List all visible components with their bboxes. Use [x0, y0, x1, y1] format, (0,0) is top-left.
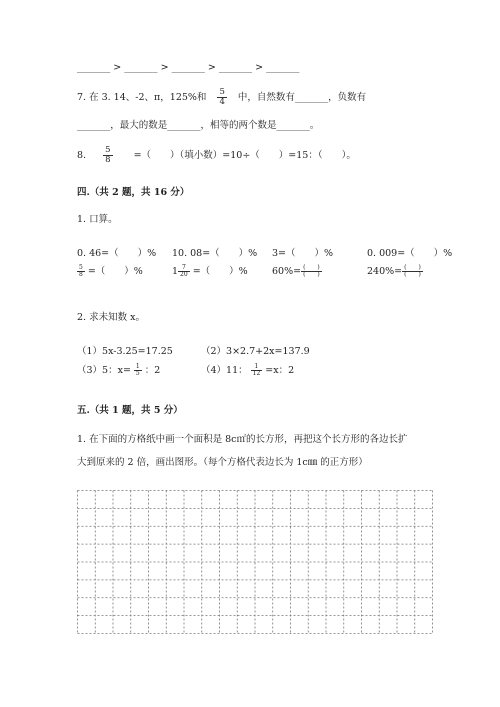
ordering-chain	[77, 62, 299, 74]
equation-2: （2）3×2.7+2x=137.9	[201, 346, 310, 357]
gt-sign: >	[113, 62, 122, 73]
fraction-denominator: 12	[252, 370, 261, 377]
fraction-denominator: ( )	[303, 271, 320, 278]
blank: _______	[218, 62, 253, 73]
equation-suffix: =x：2	[265, 365, 295, 376]
blank: _______	[77, 62, 111, 73]
equation-4	[201, 364, 294, 377]
equation-rest: =（ ）%	[189, 266, 248, 277]
fraction-five-eighths	[103, 146, 112, 165]
fraction-denominator: 4	[219, 97, 225, 107]
fraction-numerator: ( )	[303, 264, 320, 271]
fraction-numerator: 1	[135, 363, 140, 370]
blank: _______	[124, 62, 158, 73]
equation-suffix: ：2	[144, 365, 161, 376]
fraction-five-fourths	[217, 88, 226, 107]
fraction-one-twelfth	[251, 364, 263, 377]
mental-calc-row-1-col-2: 10. 08=（ ）%	[172, 248, 258, 259]
fraction-denominator: 5	[135, 370, 140, 377]
fraction-denominator: ( )	[404, 271, 421, 278]
mental-calc-row-1-col-1: 0. 46=（ ）%	[77, 248, 157, 259]
section-4-title: 四.（共 2 题，共 16 分）	[77, 187, 190, 198]
equation-prefix: 240%=	[367, 266, 403, 277]
fraction-numerator: 5	[79, 264, 83, 271]
mental-calc-row-2-col-1	[77, 265, 143, 278]
gt-sign: >	[160, 62, 169, 73]
fraction-five-eighths	[77, 265, 85, 278]
fraction-one-fifth	[134, 364, 142, 377]
fraction-denominator: 8	[105, 155, 111, 165]
fraction-numerator: 5	[105, 145, 111, 155]
blank: _______	[171, 62, 205, 73]
mental-calc-row-2-col-3	[272, 265, 322, 278]
section-4-sub-2: 2. 求未知数 x。	[77, 312, 145, 323]
equation-3	[77, 364, 160, 377]
question-8-rest: =（ ）（填小数）=10÷（ ）=15：（ ）。	[133, 150, 356, 161]
fraction-blank	[402, 265, 423, 278]
fraction-numerator: 7	[181, 264, 186, 271]
fraction-blank	[301, 265, 322, 278]
question-7-line-1	[77, 88, 366, 107]
equation-prefix: 60%=	[272, 266, 302, 277]
equation-prefix: （4）11：	[201, 365, 248, 376]
section-5-question-line-1: 1. 在下面的方格纸中画一个面积是 8c㎡的长方形，再把这个长方形的各边长扩	[77, 434, 408, 445]
section-4-sub-1: 1. 口算。	[77, 214, 118, 225]
equation-prefix: （3）5：x=	[77, 365, 131, 376]
grid-paper[interactable]	[77, 490, 433, 634]
fraction-denominator: 8	[79, 271, 83, 278]
fraction-numerator: 1	[254, 363, 259, 370]
fraction-denominator: 20	[180, 271, 188, 278]
equation-rest: =（ ）%	[84, 266, 143, 277]
mental-calc-row-1-col-3: 3=（ ）%	[272, 248, 334, 259]
equation-1: （1）5x-3.25=17.25	[77, 346, 173, 357]
mental-calc-row-2-col-4	[367, 265, 423, 278]
question-8	[77, 146, 356, 165]
mental-calc-row-2-col-2	[172, 265, 248, 278]
fraction-numerator: ( )	[404, 264, 421, 271]
fraction-numerator: 5	[219, 87, 225, 97]
question-7-mid: 中，自然数有_______，负数有	[237, 92, 367, 103]
gt-sign: >	[255, 62, 264, 73]
question-7-line-2: _______，最大的数是_______，相等的两个数是_______。	[77, 120, 320, 131]
mixed-number-whole: 1	[172, 266, 179, 277]
question-7-prefix: 7. 在 3. 14、-2、π，125%和	[77, 92, 207, 103]
mental-calc-row-1-col-4: 0. 009=（ ）%	[367, 248, 453, 259]
question-8-label: 8.	[77, 150, 87, 161]
blank: _______	[266, 62, 300, 73]
fraction-seven-twentieths	[178, 265, 190, 278]
grid-paper-lines	[77, 490, 433, 634]
section-5-question-line-2: 大到原来的 2 倍，画出图形。（每个方格代表边长为 1c㎜ 的正方形）	[77, 457, 368, 468]
gt-sign: >	[207, 62, 216, 73]
section-5-title: 五.（共 1 题，共 5 分）	[77, 405, 183, 416]
